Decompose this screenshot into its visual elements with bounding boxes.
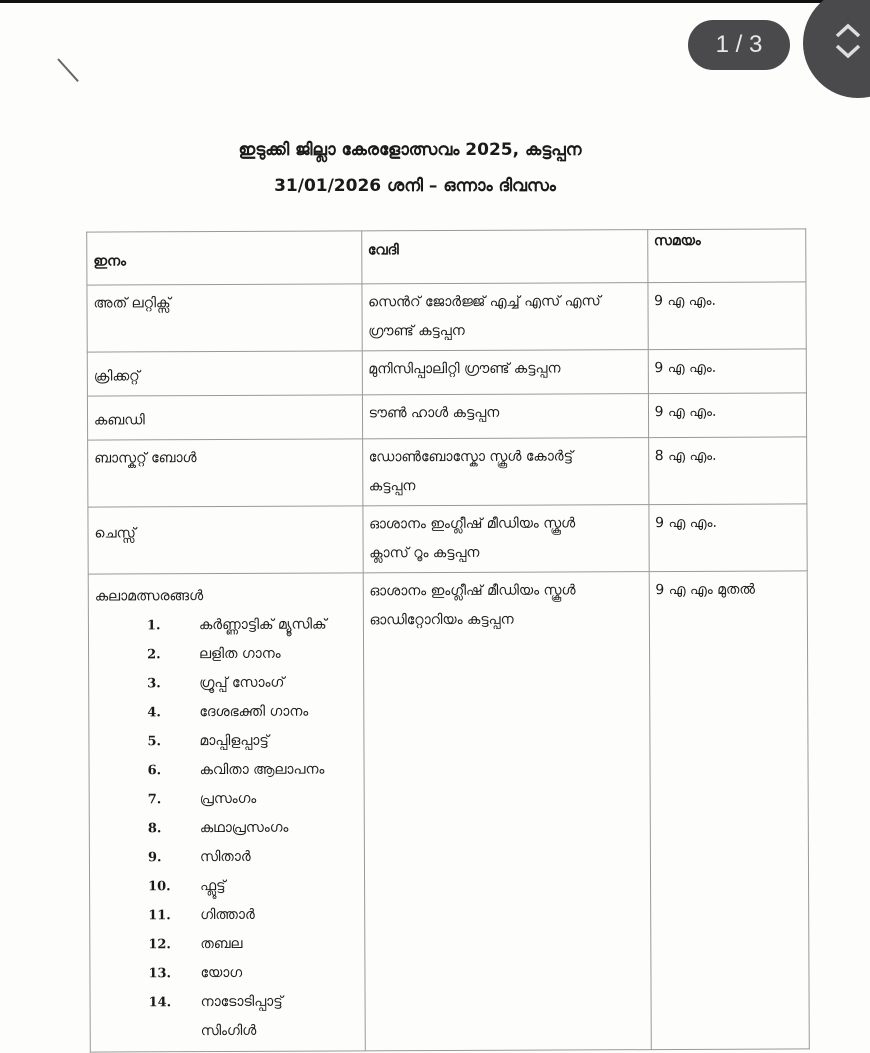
item-name: യോഗ: [200, 964, 243, 982]
item-name: സിതാർ: [199, 848, 251, 866]
document-subtitle: 31/01/2026 ശനി – ഒന്നാം ദിവസം: [274, 176, 556, 196]
item-name: നാടോടിപ്പാട്ട്: [200, 993, 283, 1011]
venue-cell: [362, 350, 648, 395]
item-cell: ചെസ്സ്: [88, 506, 363, 574]
item-number: 8.: [147, 821, 162, 837]
venue-line: ഓശാനം ഇംഗ്ലീഷ് മീഡിയം സ്കൂൾ: [369, 582, 576, 600]
item-cell: അത് ലറ്റിക്സ്: [87, 284, 362, 352]
venue-line: ക്ലാസ് റൂം കട്ടപ്പന: [369, 544, 480, 562]
arts-list-item: [96, 900, 358, 930]
item-number: 12.: [148, 937, 171, 953]
header-time: സമയം: [647, 229, 806, 283]
arts-list-item: [95, 610, 357, 640]
arts-list-item: [96, 871, 358, 901]
venue-line: ഓശാനം ഇംഗ്ലീഷ് മീഡിയം സ്കൂൾ: [369, 515, 576, 533]
venue-line: മുനിസിപ്പാലിറ്റി ഗ്രൗണ്ട് കട്ടപ്പന: [368, 360, 561, 378]
item-number: 10.: [148, 879, 171, 895]
arts-list-item: [95, 668, 357, 698]
arts-list-item: [96, 784, 358, 814]
table-row: [88, 437, 807, 507]
item-name: കഥാപ്രസംഗം: [199, 819, 289, 837]
venue-cell: [362, 438, 648, 506]
item-number: 13.: [148, 966, 172, 982]
venue-line: ഓഡിറ്റോറിയം കട്ടപ്പന: [369, 611, 514, 629]
arts-list-item: [96, 755, 358, 785]
item-cell: ക്രിക്കറ്റ്: [87, 351, 362, 396]
item-number: 11.: [148, 908, 171, 924]
item-name: കവിതാ ആലാപനം: [199, 761, 325, 779]
venue-line: ഡോൺബോസ്കോ സ്കൂൾ കോർട്ട്: [368, 448, 574, 466]
time-cell: 8 എ എം.: [648, 437, 807, 505]
time-cell: 9 എ എം മുതൽ: [649, 571, 809, 1050]
item-number: 7.: [147, 792, 162, 808]
item-name: സിംഗിൾ: [200, 1022, 257, 1040]
item-number: 14.: [148, 995, 172, 1011]
arts-list-item: [96, 813, 358, 843]
table-row: [87, 393, 806, 440]
arts-list-item: [95, 697, 357, 727]
venue-line: ടൗൺ ഹാൾ കട്ടപ്പന: [368, 404, 500, 422]
venue-cell: [362, 283, 648, 351]
venue-line: കട്ടപ്പന: [368, 478, 416, 495]
item-cell: കബഡി: [87, 395, 362, 440]
venue-cell: [363, 572, 651, 1051]
table-row: [88, 571, 809, 1052]
table-header-row: [87, 229, 806, 285]
item-number: 5.: [147, 734, 162, 750]
item-number: 9.: [147, 850, 162, 866]
arts-list-item: [95, 639, 357, 669]
item-cell: [88, 573, 365, 1052]
arts-list-item: [95, 726, 357, 756]
item-number: 2.: [147, 647, 161, 663]
item-name: ദേശഭക്തി ഗാനം: [199, 703, 309, 721]
item-name: ലളിത ഗാനം: [199, 645, 281, 663]
venue-line: ഗ്രൗണ്ട് കട്ടപ്പന: [368, 322, 465, 340]
item-number: 4.: [147, 705, 161, 721]
arts-list-item: [96, 958, 358, 988]
item-name: തബല: [200, 935, 243, 953]
item-name: മാപ്പിളപ്പാട്ട്: [199, 732, 269, 750]
header-item: ഇനം: [87, 231, 362, 285]
schedule-table: [86, 228, 810, 1052]
item-name: ഗ്രൂപ്പ് സോംഗ്: [199, 674, 285, 692]
item-cell: ബാസ്കറ്റ് ബോൾ: [88, 439, 363, 507]
item-name: കർണ്ണാട്ടിക് മ്യൂസിക്: [198, 616, 327, 634]
time-cell: 9 എ എം.: [648, 393, 807, 438]
item-number: 3.: [147, 676, 161, 692]
time-cell: 9 എ എം.: [648, 349, 807, 394]
item-number: [97, 1017, 201, 1046]
page-indicator-text: 1 / 3: [715, 31, 763, 58]
page-scroll-button[interactable]: [803, 0, 870, 98]
arts-list-item: [96, 842, 358, 872]
time-cell: 9 എ എം.: [649, 504, 808, 572]
arts-list: [95, 610, 358, 1046]
table-row: [87, 282, 806, 352]
arts-heading: കലാമത്സരങ്ങൾ: [94, 588, 204, 605]
item-number: 1.: [146, 618, 161, 634]
item-name: ഗിത്താർ: [200, 906, 255, 924]
time-cell: 9 എ എം.: [648, 282, 807, 350]
status-bar-edge: [0, 0, 870, 3]
chevron-up-down-icon: [833, 22, 863, 62]
item-name: ഫ്ലൂട്ട്: [200, 877, 226, 895]
arts-list-item: [97, 987, 359, 1017]
item-name: പ്രസംഗം: [199, 790, 257, 808]
item-number: 6.: [147, 763, 162, 779]
arts-list-item: [96, 929, 358, 959]
table-row: [87, 349, 806, 396]
venue-cell: [362, 505, 648, 573]
venue-cell: [362, 394, 648, 439]
page-indicator: [688, 20, 790, 70]
table-row: [88, 504, 807, 574]
arts-list-item: [97, 1016, 359, 1046]
venue-line: സെൻറ് ജോർജ്ജ് എച്ച് എസ് എസ്: [368, 293, 601, 311]
document-title: ഇടുക്കി ജില്ലാ കേരളോത്സവം 2025, കട്ടപ്പന: [238, 140, 582, 160]
scan-pen-mark: [57, 58, 79, 82]
header-venue: വേദി: [361, 230, 647, 284]
